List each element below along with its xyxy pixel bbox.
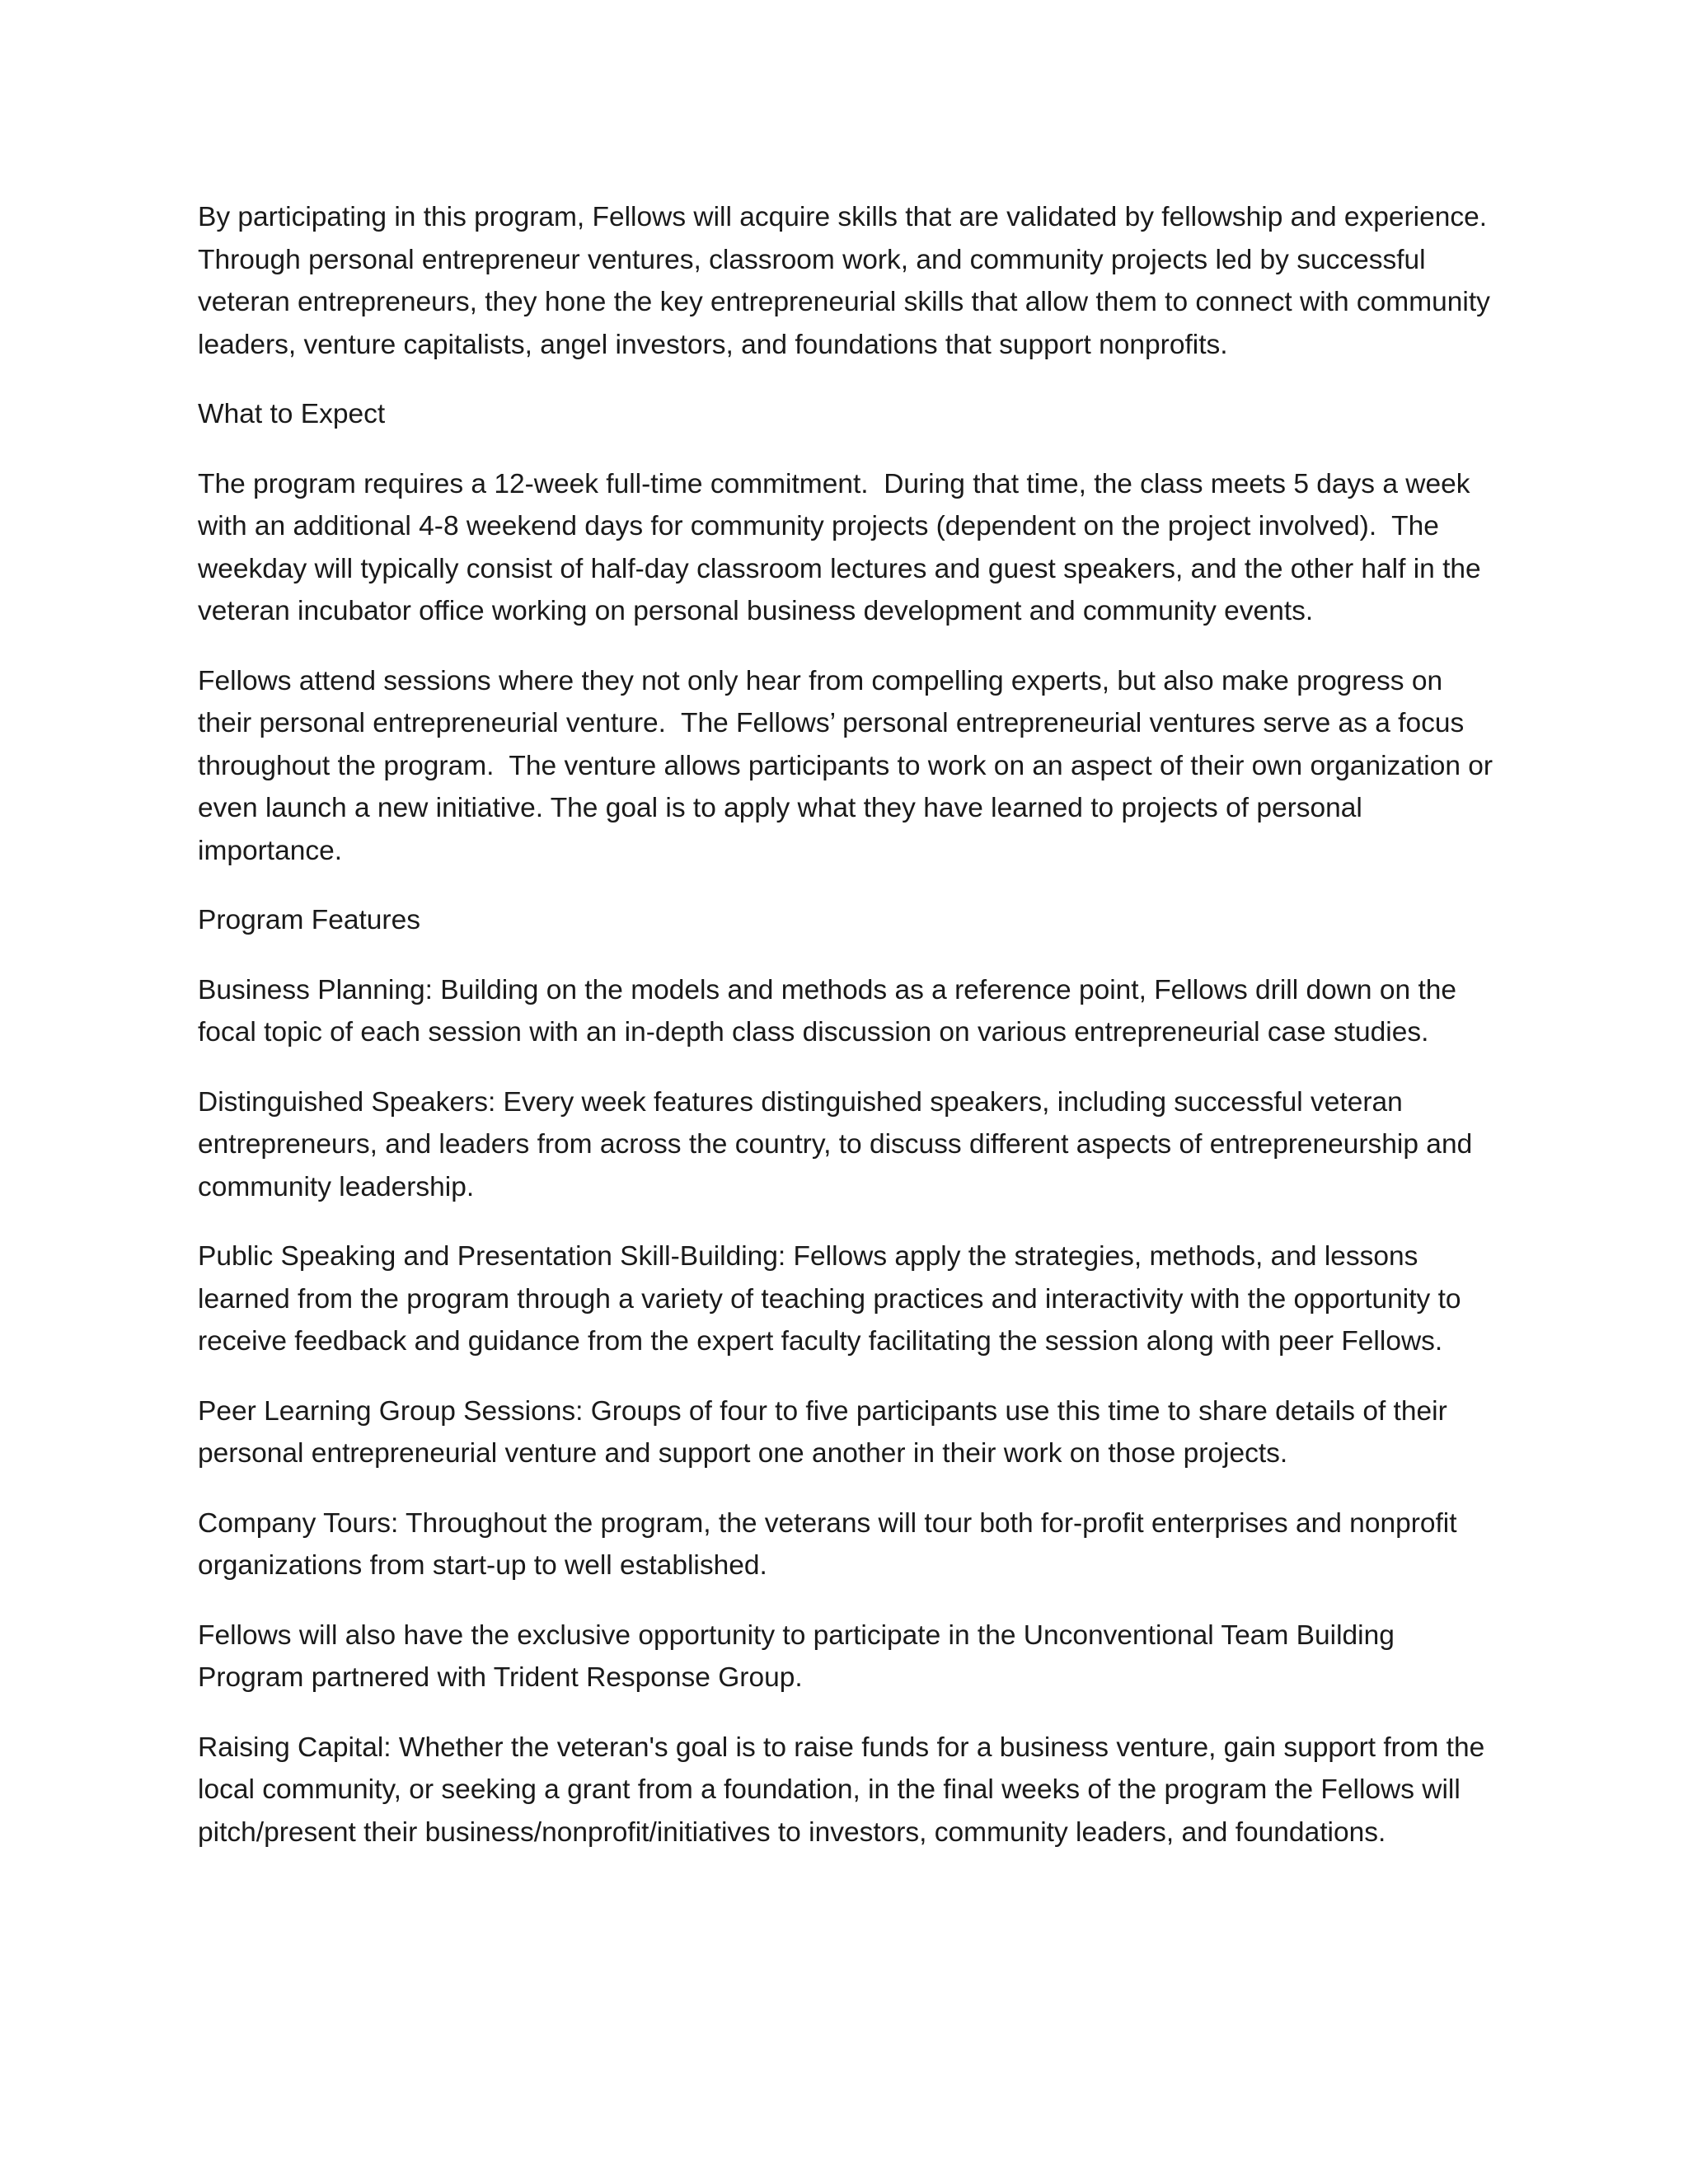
intro-paragraph: By participating in this program, Fellows will acquire skills that are validated by fellowship and experience. Through personal entrepreneur ventures, classroom work, and community projects led by successful veteran entrepreneurs, they hone the key entrepreneurial skills that allow them to connect with community leaders, venture capitalists, angel investors, and foundations that support nonprofits.	[198, 202, 1503, 360]
company-tours-paragraph: Company Tours: Throughout the program, the veterans will tour both for-profit enterprises and nonprofit organizations from start-up to well established.	[198, 1507, 1465, 1581]
distinguished-speakers-paragraph: Distinguished Speakers: Every week features distinguished speakers, including successful veteran entrepreneurs, and leaders from across the country, to discuss different aspects of entrepreneurship and community leadership.	[198, 1086, 1480, 1202]
business-planning-paragraph: Business Planning: Building on the models and methods as a reference point, Fellows drill down on the focal topic of each session with an in-depth class discussion on various entrepreneurial case studies.	[198, 974, 1465, 1047]
document-body	[198, 196, 1503, 1881]
team-building-paragraph: Fellows will also have the exclusive opportunity to participate in the Unconventional Team Building Program partnered with Trident Response Group.	[198, 1619, 1403, 1693]
peer-learning-paragraph: Peer Learning Group Sessions: Groups of four to five participants use this time to share details of their personal entrepreneurial venture and support one another in their work on those projects.	[198, 1395, 1456, 1469]
sessions-paragraph: Fellows attend sessions where they not only hear from compelling experts, but also make progress on their personal entrepreneurial venture. The Fellows’ personal entrepreneurial ventures serve as a focus throughout the program. The venture allows participants to work on an aspect of their own organization or even launch a new initiative. The goal is to apply what they have learned to projects of personal importance.	[198, 665, 1501, 866]
public-speaking-paragraph: Public Speaking and Presentation Skill-Building: Fellows apply the strategies, methods, and lessons learned from the program through a variety of teaching practices and interactivity with the opportunity to receive feedback and guidance from the expert faculty facilitating the session along with peer Fellows.	[198, 1241, 1469, 1357]
what-to-expect-heading: What to Expect	[198, 399, 386, 429]
commitment-paragraph: The program requires a 12-week full-time commitment. During that time, the class meets 5 days a week with an additional 4-8 weekend days for community projects (dependent on the project involved). The weekday will typically consist of half-day classroom lectures and guest speakers, and the other half in the veteran incubator office working on personal business development and community events.	[198, 468, 1489, 626]
raising-capital-paragraph: Raising Capital: Whether the veteran's goal is to raise funds for a business venture, gain support from the local community, or seeking a grant from a foundation, in the final weeks of the program the Fellows will pitch/present their business/nonprofit/initiatives to investors, community leaders, and foundations.	[198, 1732, 1493, 1848]
program-features-heading: Program Features	[198, 905, 420, 935]
